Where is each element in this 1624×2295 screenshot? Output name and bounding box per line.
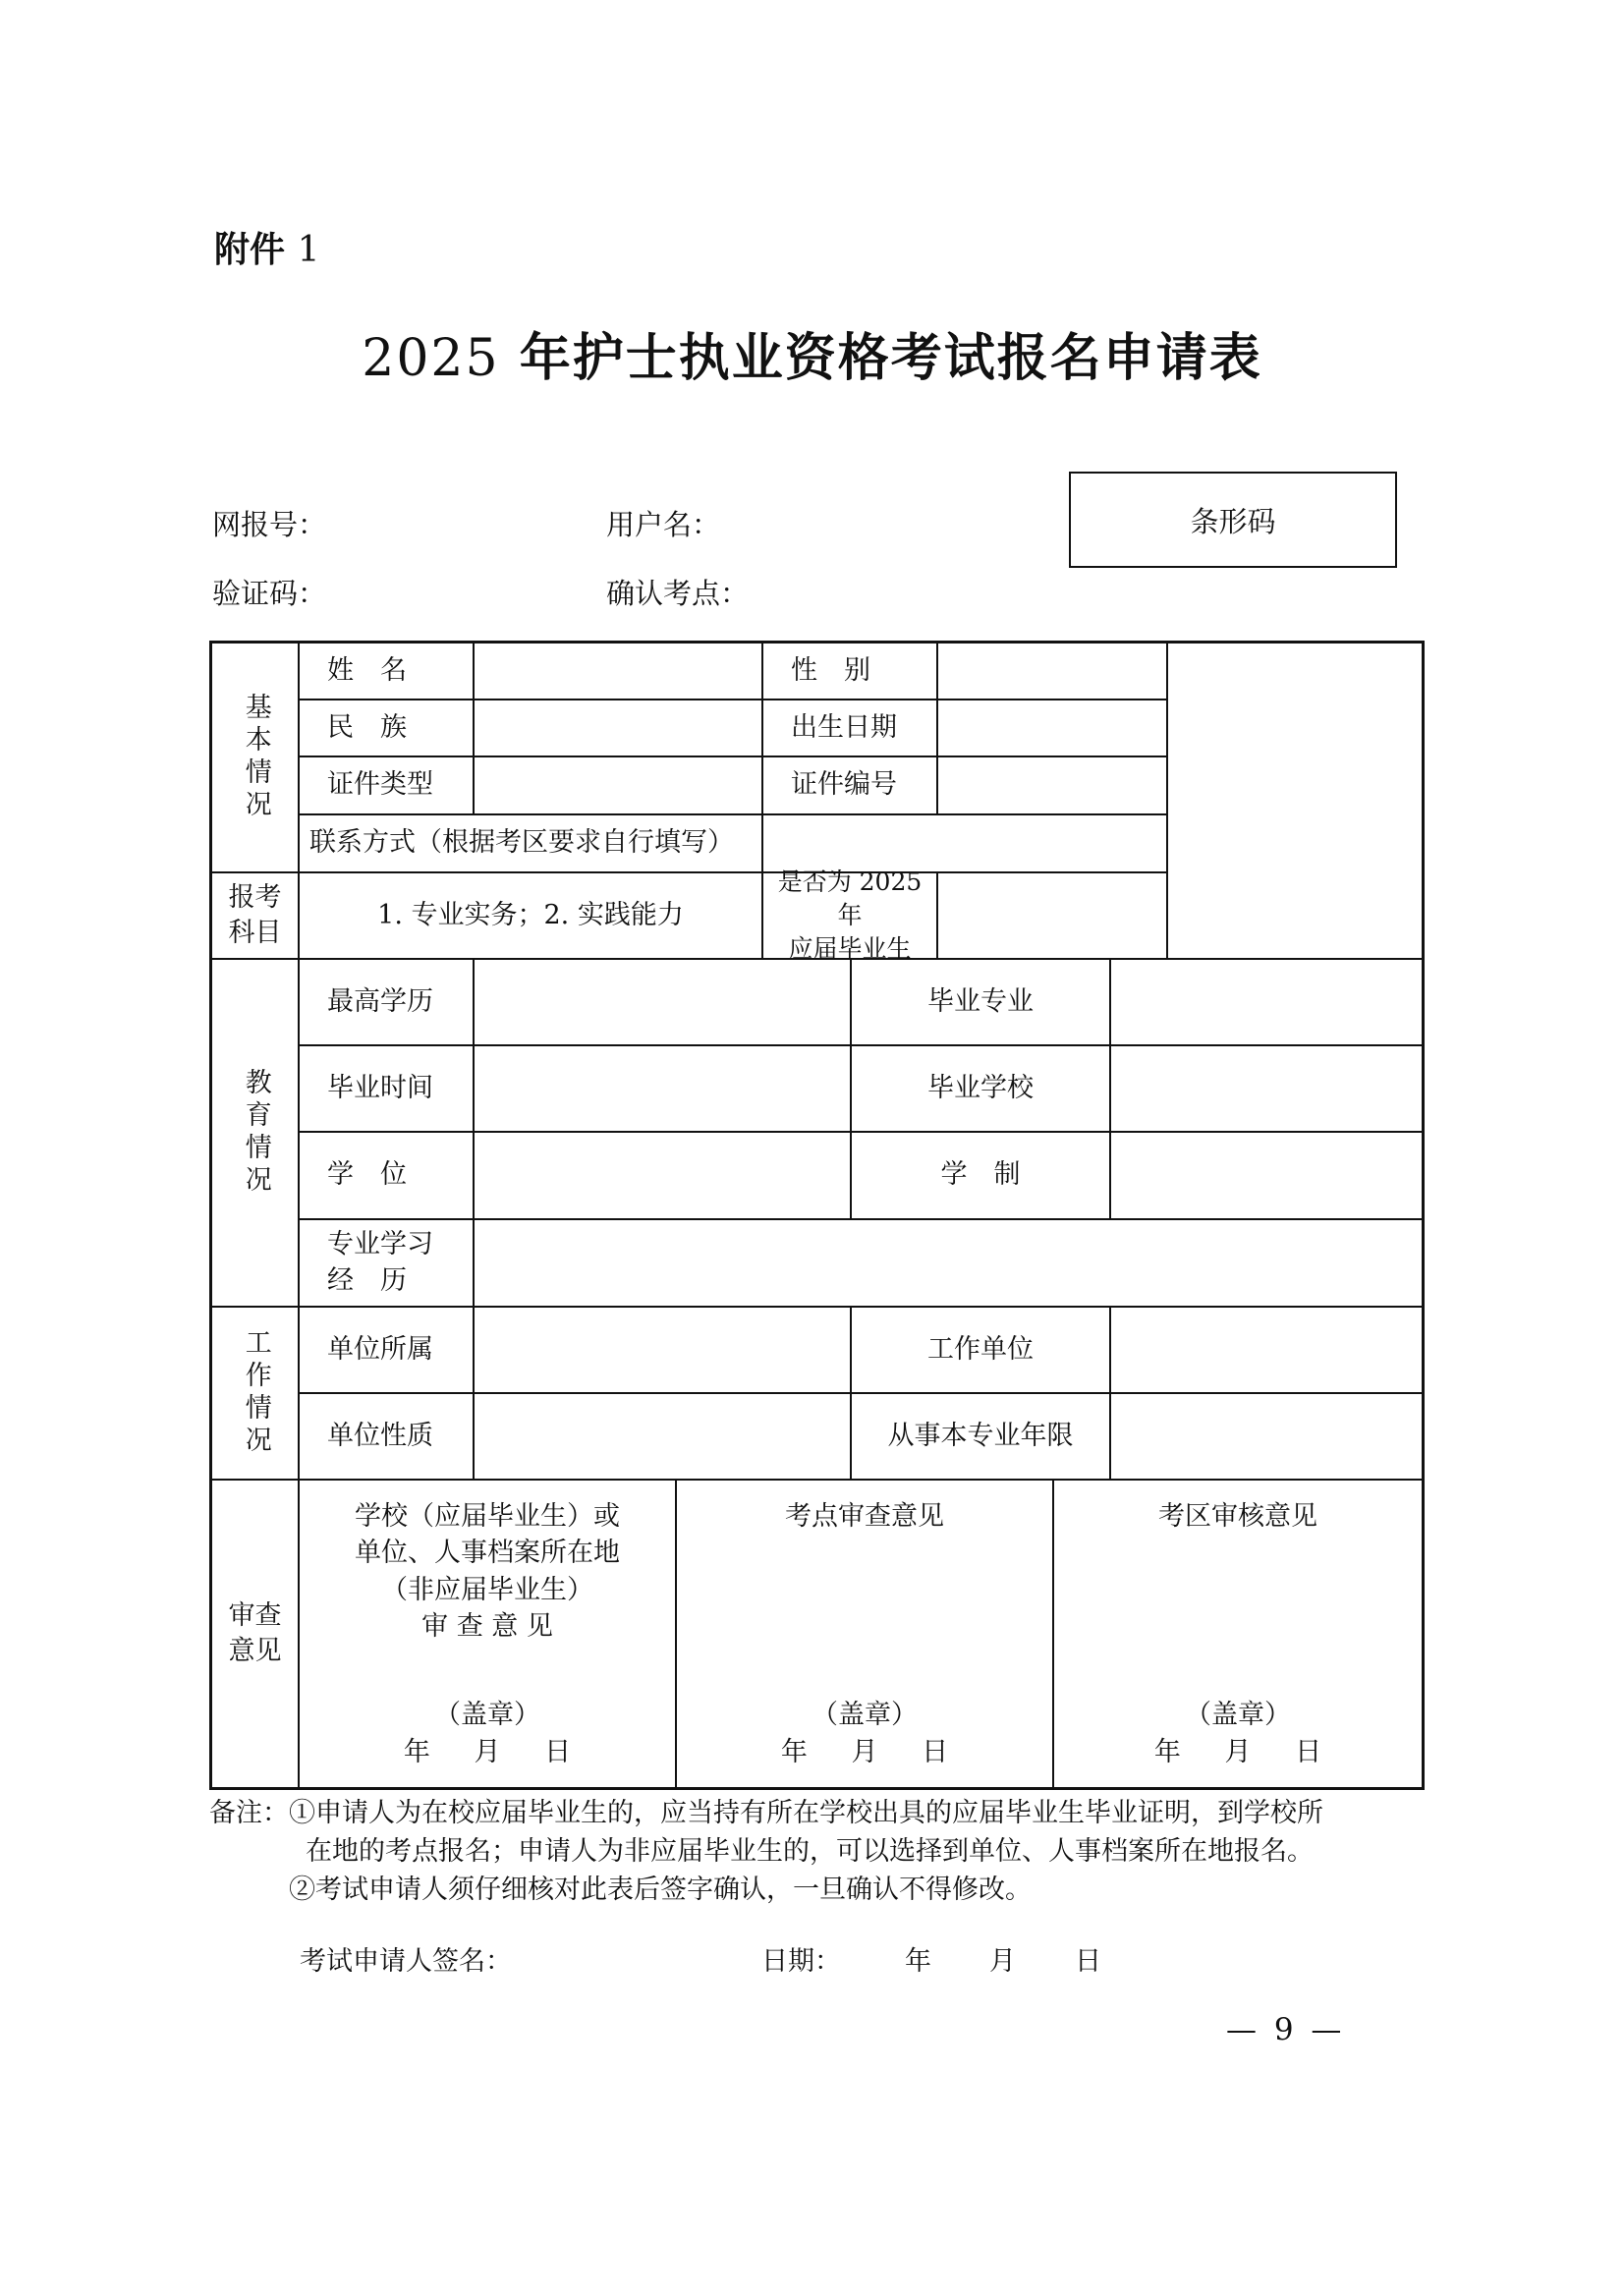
review-col3-seal: （盖章） [1185,1700,1291,1731]
fresh-grad-label-line2: 应届毕业生 [788,933,912,963]
id-number-label: 证件编号 [762,756,937,814]
review-col3-date [1137,1734,1339,1771]
birth-date-label: 出生日期 [762,700,937,756]
grad-time-label: 毕业时间 [299,1045,474,1132]
attachment-number: 1 [297,230,320,270]
review-col1-line4: 审 查 意 见 [421,1610,553,1642]
affiliation-label: 单位所属 [299,1307,474,1393]
review-school-unit-footer [386,1697,588,1771]
contact-field[interactable] [762,814,1167,872]
review-col1-month: 月 [474,1737,501,1768]
review-exam-district-footer [1137,1697,1339,1771]
review-exam-site-heading: 考点审查意见 [785,1501,944,1532]
duration-label: 学 制 [851,1132,1110,1219]
id-type-label: 证件类型 [299,756,474,814]
section-education-label: 教育情况 [240,1068,271,1198]
title-year: 2025 [362,329,500,388]
review-col1-year: 年 [403,1737,430,1768]
degree-field[interactable] [474,1132,851,1219]
fresh-grad-label-line1: 是否为 2025 年 [777,868,923,930]
review-col2-month: 月 [851,1737,878,1768]
section-review [211,1480,299,1788]
study-experience-label-line2: 经 历 [327,1264,407,1296]
confirm-site-label: 确认考点： [606,577,750,610]
review-school-unit-heading [355,1498,620,1645]
duration-field[interactable] [1110,1132,1423,1219]
gender-label: 性 别 [762,643,937,700]
signature-date-label: 日期： [761,1946,841,1977]
barcode-label: 条形码 [1190,504,1276,538]
review-col3-day: 日 [1295,1737,1322,1768]
review-col1-line2: 单位、人事档案所在地 [355,1538,620,1569]
review-school-unit[interactable] [299,1480,676,1788]
signature-line[interactable] [529,1969,764,1970]
note-2: ②考试申请人须仔细核对此表后签字确认，一旦确认不得修改。 [289,1875,1032,1906]
highest-degree-label: 最高学历 [299,959,474,1045]
net-reg-no-label: 网报号： [212,508,327,541]
ethnicity-label: 民 族 [299,700,474,756]
grad-time-field[interactable] [474,1045,851,1132]
employer-label: 工作单位 [851,1307,1110,1393]
id-number-field[interactable] [937,756,1167,814]
exam-subject-label-line2: 科目 [228,918,282,948]
attachment-label [214,222,319,272]
barcode-box [1069,472,1397,568]
school-field[interactable] [1110,1045,1423,1132]
verify-code-label: 验证码： [212,577,327,610]
highest-degree-field[interactable] [474,959,851,1045]
ethnicity-field[interactable] [474,700,762,756]
attachment-label-text: 附件 [214,230,286,270]
study-experience-field[interactable] [474,1219,1423,1307]
major-label: 毕业专业 [851,959,1110,1045]
study-experience-label [299,1219,474,1307]
name-label: 姓 名 [299,643,474,700]
contact-label: 联系方式（根据考区要求自行填写） [299,814,762,872]
signature-year: 年 [905,1946,931,1977]
section-education [211,959,299,1307]
review-col1-line1: 学校（应届毕业生）或 [355,1501,620,1532]
section-work-label: 工作情况 [240,1328,271,1458]
section-basic-info-label: 基本情况 [240,693,271,822]
gender-field[interactable] [937,643,1167,700]
review-col2-date [763,1734,966,1771]
title-text: 年护士执业资格考试报名申请表 [519,329,1262,388]
photo-area [1167,643,1423,959]
employer-nature-field[interactable] [474,1393,851,1480]
exam-subjects: 1. 专业实务；2. 实践能力 [299,872,762,959]
review-col1-seal: （盖章） [434,1700,540,1731]
note-row-1 [209,1794,1428,1832]
review-col1-line3: （非应届毕业生） [381,1574,593,1605]
name-field[interactable] [474,643,762,700]
notes [209,1794,1428,1909]
work-years-field[interactable] [1110,1393,1423,1480]
note-1-line-1: ①申请人为在校应届毕业生的，应当持有所在学校出具的应届毕业生毕业证明，到学校所 [289,1798,1323,1828]
notes-label: 备注： [209,1798,289,1828]
review-col3-month: 月 [1224,1737,1252,1768]
review-col2-seal: （盖章） [812,1700,918,1731]
exam-subject-label-line1: 报考 [228,881,282,913]
fresh-grad-field[interactable] [937,872,1167,959]
section-basic-info [211,643,299,872]
section-work [211,1307,299,1480]
fresh-grad-label [762,868,937,963]
major-field[interactable] [1110,959,1423,1045]
username-label: 用户名： [606,508,721,541]
review-col3-year: 年 [1153,1737,1181,1768]
review-exam-district-heading: 考区审核意见 [1158,1501,1317,1532]
signature-month: 月 [989,1946,1016,1977]
employer-field[interactable] [1110,1307,1423,1393]
degree-label: 学 位 [299,1132,474,1219]
section-review-label-line1: 审查 [228,1599,282,1631]
work-years-label: 从事本专业年限 [851,1393,1110,1480]
review-exam-site-footer [763,1697,966,1771]
section-review-label-line2: 意见 [228,1636,282,1666]
study-experience-label-line1: 专业学习 [327,1229,433,1260]
review-col2-year: 年 [780,1737,808,1768]
applicant-signature-label: 考试申请人签名： [300,1946,512,1977]
page-title [0,316,1624,390]
note-1-line-2: 在地的考点报名；申请人为非应届毕业生的，可以选择到单位、人事档案所在地报名。 [306,1836,1314,1868]
school-label: 毕业学校 [851,1045,1110,1132]
page-number: — 9 — [1226,2012,1346,2047]
review-col1-date [386,1734,588,1771]
review-exam-site[interactable] [676,1480,1053,1788]
affiliation-field[interactable] [474,1307,851,1393]
employer-nature-label: 单位性质 [299,1393,474,1480]
application-form [209,641,1425,1790]
id-type-field[interactable] [474,756,762,814]
birth-date-field[interactable] [937,700,1167,756]
section-exam-subject [211,872,299,959]
signature-day: 日 [1075,1946,1101,1977]
review-exam-district[interactable] [1053,1480,1423,1788]
review-col2-day: 日 [922,1737,949,1768]
review-col1-day: 日 [544,1737,572,1768]
